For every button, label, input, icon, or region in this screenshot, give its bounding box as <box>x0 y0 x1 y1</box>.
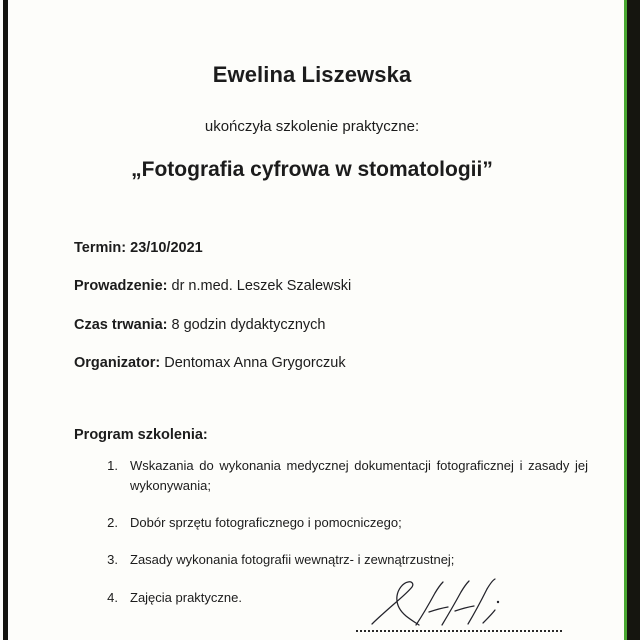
certificate-paper <box>8 0 624 640</box>
program-item-text: Dobór sprzętu fotograficznego i pomocniczego; <box>130 515 402 531</box>
signature-area <box>356 578 566 636</box>
program-item-number: 2. <box>107 515 118 531</box>
program-list-item <box>98 550 588 570</box>
recipient-name: Ewelina Liszewska <box>212 62 412 87</box>
detail-label: Organizator: <box>74 355 161 372</box>
course-title: „Fotografia cyfrowa w stomatologii” <box>131 158 493 181</box>
program-item-number: 3. <box>107 552 118 568</box>
detail-row-termin <box>74 240 594 257</box>
program-heading: Program szkolenia: <box>74 427 208 443</box>
detail-value: 23/10/2021 <box>130 240 203 256</box>
signature-line <box>356 626 562 632</box>
right-scan-edge-strip <box>627 0 640 640</box>
detail-value: 8 godzin dydaktycznych <box>171 316 326 333</box>
program-item-text: Wskazania do wykonania medycznej dokumentacji fotograficznej i zasady jej wykonywania; <box>130 458 588 494</box>
program-item-number: 1. <box>107 458 118 473</box>
detail-label: Czas trwania: <box>74 316 168 333</box>
details-block <box>74 240 594 394</box>
program-item-text: Zajęcia praktyczne. <box>130 589 242 605</box>
completion-statement: ukończyła szkolenie praktyczne: <box>204 118 420 135</box>
detail-row-prowadzenie <box>74 278 594 295</box>
detail-label: Termin: <box>74 240 127 256</box>
program-list-item <box>98 513 588 533</box>
detail-value: dr n.med. Leszek Szalewski <box>171 278 352 295</box>
program-item-number: 4. <box>107 589 118 605</box>
detail-row-organizator <box>74 355 594 372</box>
detail-value: Dentomax Anna Grygorczuk <box>164 355 346 372</box>
handwritten-signature-icon <box>356 578 566 626</box>
program-list-item <box>98 456 588 496</box>
detail-label: Prowadzenie: <box>74 278 168 295</box>
detail-row-czas-trwania <box>74 317 594 334</box>
program-item-text: Zasady wykonania fotografii wewnątrz- i zewnątrzustnej; <box>130 552 455 568</box>
